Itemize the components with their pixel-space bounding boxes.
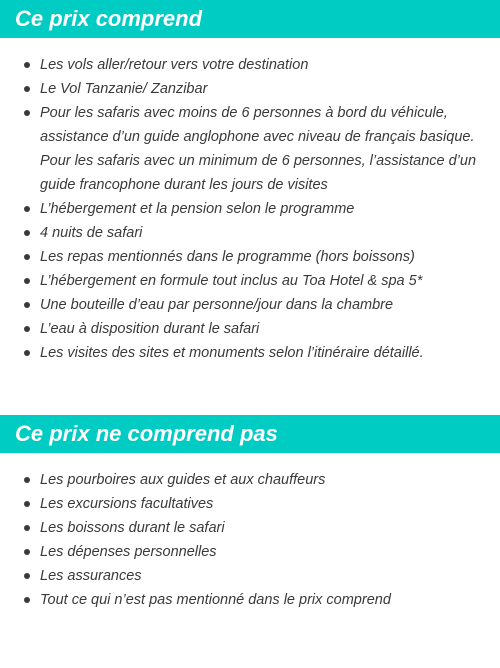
list-item-text: Les repas mentionnés dans le programme (hors boissons) — [40, 249, 415, 265]
list-item — [0, 245, 500, 269]
list-item-text: Les assurances — [40, 568, 142, 584]
list-item-text: Les pourboires aux guides et aux chauffeurs — [40, 472, 326, 488]
list-item — [0, 293, 500, 317]
list-item — [0, 197, 500, 221]
list-item-text: L’hébergement en formule tout inclus au Toa Hotel & spa 5* — [40, 273, 423, 289]
list-item — [0, 221, 500, 245]
excludes-list — [0, 468, 500, 612]
list-item — [0, 269, 500, 293]
list-item-text: 4 nuits de safari — [40, 225, 143, 241]
list-item — [0, 77, 500, 101]
list-item-text: Les boissons durant le safari — [40, 520, 225, 536]
list-item-text: Les dépenses personnelles — [40, 544, 217, 560]
bullet-icon — [24, 501, 30, 507]
list-item — [0, 53, 500, 77]
list-item-text: L’hébergement et la pension selon le programme — [40, 201, 355, 217]
includes-header — [0, 0, 500, 38]
bullet-icon — [24, 254, 30, 260]
bullet-icon — [24, 206, 30, 212]
includes-title: Ce prix comprend — [15, 6, 203, 31]
list-item — [0, 588, 500, 612]
list-item-text: L’eau à disposition durant le safari — [40, 321, 260, 337]
bullet-icon — [24, 597, 30, 603]
list-item-text: Le Vol Tanzanie/ Zanzibar — [40, 81, 208, 97]
list-item — [0, 101, 500, 197]
list-item-text: Tout ce qui n’est pas mentionné dans le prix comprend — [40, 592, 391, 608]
bullet-icon — [24, 110, 30, 116]
bullet-icon — [24, 62, 30, 68]
list-item-text: Les excursions facultatives — [40, 496, 214, 512]
list-item-text: Une bouteille d’eau par personne/jour dans la chambre — [40, 297, 394, 313]
list-item-text: Les vols aller/retour vers votre destination — [40, 57, 309, 73]
bullet-icon — [24, 86, 30, 92]
list-item — [0, 564, 500, 588]
excludes-header — [0, 415, 500, 453]
bullet-icon — [24, 230, 30, 236]
bullet-icon — [24, 350, 30, 356]
bullet-icon — [24, 477, 30, 483]
list-item — [0, 540, 500, 564]
list-item — [0, 516, 500, 540]
list-item — [0, 492, 500, 516]
list-item — [0, 317, 500, 341]
bullet-icon — [24, 549, 30, 555]
bullet-icon — [24, 573, 30, 579]
bullet-icon — [24, 326, 30, 332]
list-item-text: Pour les safaris avec moins de 6 personnes à bord du véhicule, assistance d’un guide anglophone avec niveau de français basique. Pour les safaris avec un minimum de 6 personnes, l’assistance d’un guide francophone durant les jours de visites — [40, 105, 477, 193]
excludes-title: Ce prix ne comprend pas — [15, 421, 278, 446]
list-item-text: Les visites des sites et monuments selon l’itinéraire détaillé. — [40, 345, 424, 361]
bullet-icon — [24, 302, 30, 308]
includes-list — [0, 53, 500, 365]
list-item — [0, 341, 500, 365]
bullet-icon — [24, 278, 30, 284]
list-item — [0, 468, 500, 492]
bullet-icon — [24, 525, 30, 531]
